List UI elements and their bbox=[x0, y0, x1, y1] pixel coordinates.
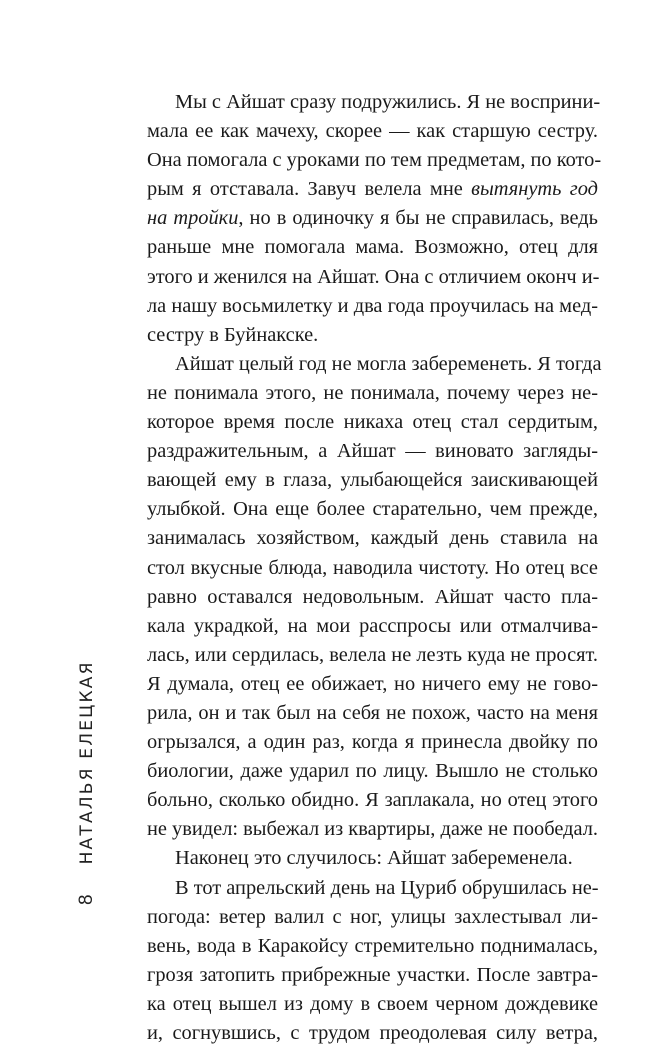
text-line bbox=[147, 175, 598, 204]
text-run: сестру в Буйнакске. bbox=[147, 323, 319, 346]
emphasis-text: на тройки bbox=[147, 207, 239, 230]
text-run: этого и женился на Айшат. Она с отличием оконч и- bbox=[147, 265, 600, 288]
text-run: ка отец вышел из дому в своем черном дождевике bbox=[147, 992, 598, 1015]
text-run: не понимала этого, не понимала, почему через не- bbox=[147, 381, 598, 404]
paragraph bbox=[147, 874, 598, 1048]
text-run: равно оставался недовольным. Айшат часто пла- bbox=[147, 585, 598, 608]
text-line bbox=[147, 408, 598, 437]
text-run: погода: ветер валил с ног, улицы захлестывал ли- bbox=[147, 905, 598, 928]
text-run: огрызался, а один раз, когда я принесла двойку по bbox=[147, 731, 598, 754]
text-line bbox=[147, 437, 598, 466]
text-run: вень, вода в Каракойсу стремительно поднималась, bbox=[147, 934, 598, 957]
book-text bbox=[147, 88, 602, 1048]
text-line bbox=[147, 932, 598, 961]
emphasis-text: вытянуть год bbox=[471, 178, 598, 201]
text-line bbox=[147, 495, 598, 524]
text-line bbox=[147, 641, 598, 670]
text-line bbox=[147, 786, 598, 815]
text-run: , но в одиночку я бы не справилась, ведь bbox=[238, 207, 598, 230]
text-line bbox=[147, 583, 598, 612]
page-number: 8 bbox=[76, 894, 97, 905]
text-run: Мы с Айшат сразу подружились. Я не восприни- bbox=[175, 91, 601, 113]
text-run: биологии, даже ударил по лицу. Вышло не столько bbox=[147, 760, 598, 783]
text-line bbox=[147, 699, 598, 728]
text-line bbox=[147, 903, 598, 932]
text-run: лась, или сердилась, велела не лезть куда не просят. bbox=[147, 643, 599, 666]
author-name: НАТАЛЬЯ ЕЛЕЦКАЯ bbox=[77, 660, 97, 865]
text-line bbox=[147, 321, 598, 350]
text-run: мала ее как мачеху, скорее — как старшую сестру. bbox=[147, 120, 598, 143]
text-line bbox=[147, 466, 598, 495]
text-line bbox=[147, 117, 598, 146]
text-run: В тот апрельский день на Цуриб обрушилась не- bbox=[175, 876, 599, 899]
text-line bbox=[147, 146, 602, 175]
text-run: которое время после никаха отец стал сердитым, bbox=[147, 411, 598, 434]
text-line bbox=[147, 292, 598, 321]
text-line bbox=[147, 379, 598, 408]
text-line bbox=[147, 670, 598, 699]
paragraph bbox=[147, 350, 602, 845]
text-run: вающей ему в глаза, улыбающейся заискивающей bbox=[147, 469, 598, 492]
text-line bbox=[147, 815, 598, 844]
text-line bbox=[147, 1019, 598, 1048]
text-run: грозя затопить прибрежные участки. После завтра- bbox=[147, 963, 598, 986]
text-line bbox=[147, 874, 598, 903]
text-run: и, согнувшись, с трудом преодолевая силу ветра, bbox=[147, 1022, 598, 1044]
text-line bbox=[147, 554, 598, 583]
text-run: Айшат целый год не могла забеременеть. Я тогда bbox=[175, 352, 602, 375]
paragraph bbox=[147, 844, 598, 873]
text-run: занималась хозяйством, каждый день ставила на bbox=[147, 527, 598, 550]
text-line bbox=[147, 612, 598, 641]
text-run: рым я отставала. Завуч велела мне bbox=[147, 178, 472, 201]
text-run: раньше мне помогала мама. Возможно, отец для bbox=[147, 236, 598, 259]
text-line bbox=[147, 757, 598, 786]
text-line bbox=[147, 350, 602, 379]
text-line bbox=[147, 88, 601, 117]
text-run: ла нашу восьмилетку и два года проучилась на мед- bbox=[147, 294, 599, 317]
paragraph bbox=[147, 88, 602, 350]
text-line bbox=[147, 233, 598, 262]
text-line bbox=[147, 990, 598, 1019]
running-head bbox=[76, 660, 98, 905]
text-line bbox=[147, 961, 598, 990]
text-run: кала украдкой, на мои расспросы или отмалчива- bbox=[147, 614, 598, 637]
text-line bbox=[147, 524, 598, 553]
text-run: больно, сколько обидно. Я заплакала, но отец этого bbox=[147, 789, 598, 812]
text-run: Наконец это случилось: Айшат забеременела. bbox=[175, 847, 573, 870]
text-run: рила, он и так был на себя не похож, часто на меня bbox=[147, 701, 598, 724]
text-run: стол вкусные блюда, наводила чистоту. Но отец все bbox=[147, 556, 598, 579]
text-run: не увидел: выбежал из квартиры, даже не пообедал. bbox=[147, 818, 598, 841]
text-line bbox=[147, 263, 598, 292]
text-line bbox=[147, 844, 598, 873]
text-run: Я думала, отец ее обижает, но ничего ему не гово- bbox=[147, 672, 598, 695]
text-run: раздражительным, а Айшат — виновато загляды- bbox=[147, 440, 598, 463]
text-run: Она помогала с уроками по тем предметам, по кото- bbox=[147, 149, 602, 172]
text-line bbox=[147, 204, 598, 233]
text-run: улыбкой. Она еще более старательно, чем прежде, bbox=[147, 498, 598, 521]
text-line bbox=[147, 728, 598, 757]
